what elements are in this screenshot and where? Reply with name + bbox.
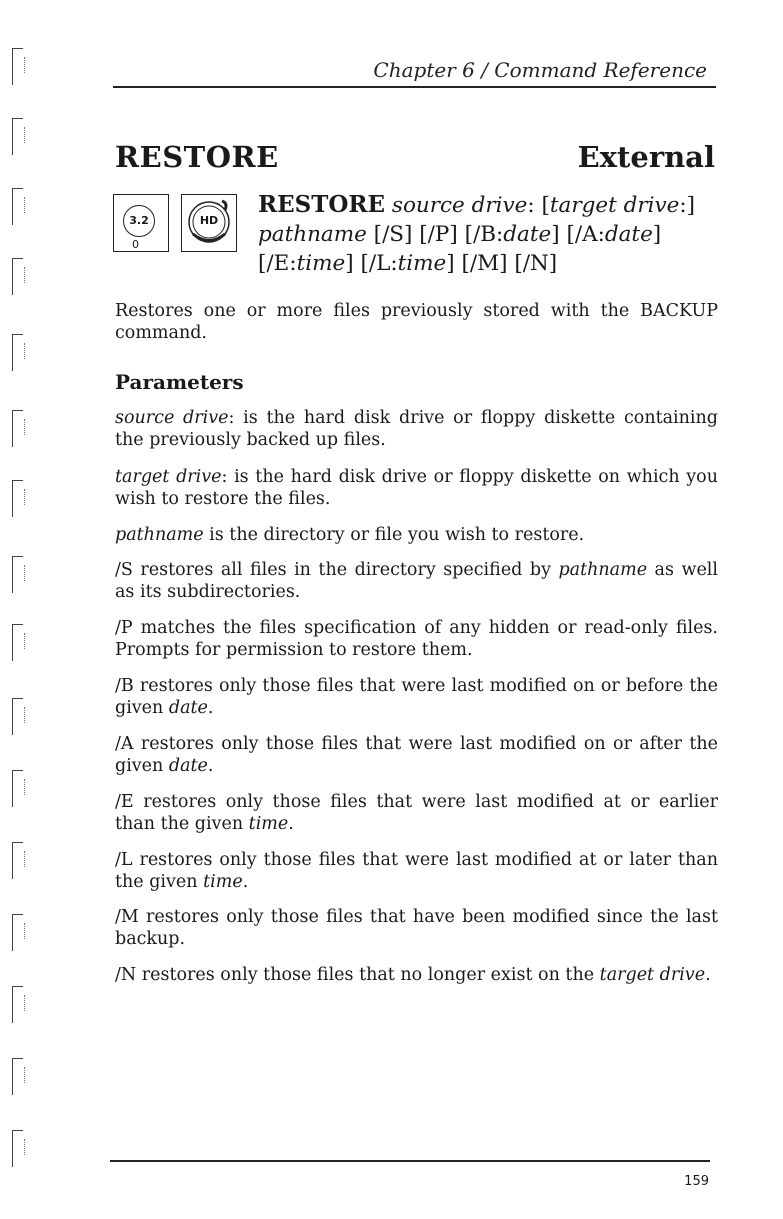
param-text: /N restores only those files that no longer exist on the: [115, 965, 600, 985]
version-badge-tab: [168, 194, 169, 202]
running-header: Chapter 6 / Command Reference: [373, 58, 707, 82]
param-text: is the directory or file you wish to restore.: [203, 525, 585, 545]
binding-mark: [12, 480, 23, 517]
param-emphasis: time: [203, 872, 243, 892]
hard-disk-badge: [181, 194, 237, 252]
binding-mark: [12, 334, 23, 371]
parameter-s: [115, 559, 718, 603]
hd-label: HD: [199, 214, 219, 227]
syntax-pathname: pathname: [258, 222, 367, 247]
parameter-n: [115, 964, 718, 986]
param-emphasis: pathname: [558, 560, 648, 580]
binding-mark: [12, 118, 23, 155]
param-text: .: [207, 698, 214, 718]
parameter-e: [115, 791, 718, 835]
param-emphasis: target drive: [599, 965, 706, 985]
parameter-a: [115, 733, 718, 777]
param-term: pathname: [115, 525, 204, 545]
param-text: .: [242, 872, 249, 892]
param-term: source drive: [115, 408, 229, 428]
binding-mark: [12, 48, 23, 85]
command-title: RESTORE: [115, 140, 279, 174]
command-syntax: RESTORE source drive: [target drive:] pathname [/S] [/P] [/B:date] [/A:date] [/E:time] [/L:time] [/M] [/N]: [258, 191, 695, 276]
parameter-target-drive: [115, 466, 718, 510]
parameters-heading: Parameters: [115, 370, 244, 394]
param-text: /L restores only those files that were last modified at or later than the given: [115, 850, 718, 892]
binding-mark: [12, 188, 23, 225]
param-emphasis: date: [168, 698, 208, 718]
param-text: is the hard disk drive or floppy diskette on which you wish to restore the files.: [115, 467, 718, 509]
version-badge: [113, 194, 169, 252]
syntax-time: time: [397, 251, 447, 276]
param-text: /S restores all files in the directory specified by: [115, 560, 559, 580]
param-text: .: [288, 814, 294, 834]
binding-mark: [12, 1058, 23, 1095]
binding-mark: [12, 770, 23, 807]
parameter-b: [115, 675, 718, 719]
param-text: /A restores only those files that were last modified on or after the given: [115, 734, 718, 776]
parameter-m: [115, 906, 718, 950]
syntax-command: RESTORE: [258, 191, 386, 218]
binding-mark: [12, 624, 23, 661]
param-emphasis: time: [248, 814, 289, 834]
footer-rule: [110, 1160, 710, 1162]
binding-mark: [12, 698, 23, 735]
parameter-l: [115, 849, 718, 893]
header-rule: [113, 86, 716, 88]
syntax-date: date: [503, 222, 552, 247]
param-term: target drive: [115, 467, 222, 487]
binding-mark: [12, 1130, 23, 1167]
param-text: .: [207, 756, 214, 776]
parameter-p: [115, 617, 718, 661]
param-text: .: [705, 965, 711, 985]
param-text: is the hard disk drive or floppy diskette containing the previously backed up files.: [115, 408, 718, 450]
parameter-pathname: [115, 524, 718, 546]
syntax-time: time: [296, 251, 346, 276]
param-sep: :: [228, 408, 235, 428]
binding-mark: [12, 258, 23, 295]
binding-mark: [12, 914, 23, 951]
param-emphasis: date: [168, 756, 208, 776]
binding-mark: [12, 986, 23, 1023]
param-text: /E restores only those files that were last modified at or earlier than the given: [115, 792, 718, 834]
syntax-target-drive: target drive: [549, 193, 680, 218]
syntax-date: date: [604, 222, 653, 247]
binding-mark: [12, 556, 23, 593]
page-number: 159: [684, 1174, 709, 1189]
version-number: 3.2: [123, 205, 155, 237]
binding-mark: [12, 842, 23, 879]
command-type: External: [577, 140, 715, 174]
param-text: /P matches the files specification of any hidden or read-only files. Prompts for permission to restore them.: [115, 618, 718, 660]
param-text: as well as its subdirectories.: [115, 560, 718, 602]
param-text: /B restores only those files that were last modified on or before the given: [115, 676, 718, 718]
command-description: Restores one or more files previously stored with the BACKUP command.: [115, 301, 718, 343]
param-text: /M restores only those files that have been modified since the last backup.: [115, 907, 718, 949]
binding-mark: [12, 410, 23, 447]
param-sep: :: [221, 467, 228, 487]
parameter-source-drive: [115, 407, 718, 451]
syntax-source-drive: source drive: [391, 193, 528, 218]
version-sub: 0: [132, 238, 139, 251]
